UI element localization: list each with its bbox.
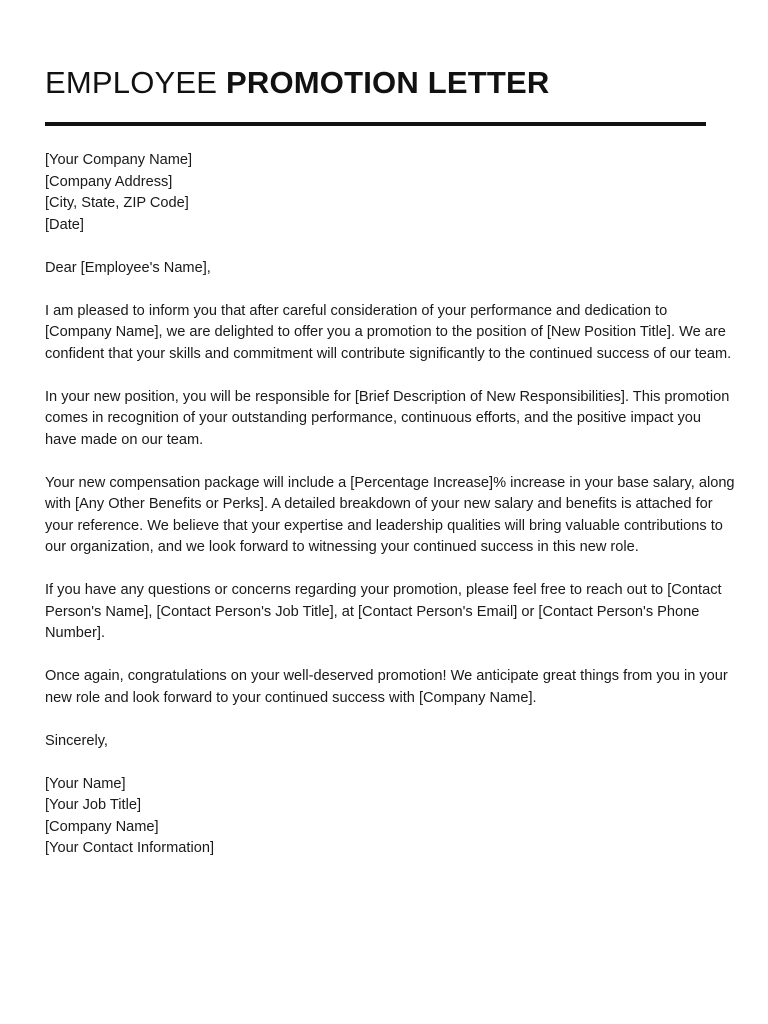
sender-address-block xyxy=(45,150,735,236)
signature-block xyxy=(45,774,735,860)
signature-job-title: [Your Job Title] xyxy=(45,797,141,813)
title-divider xyxy=(45,122,706,126)
paragraph-contact: If you have any questions or concerns regarding your promotion, please feel free to reach out to [Contact Person's Name], [Contact Person's Job Title], at [Contact Person's Email] or [Contact Person's Phone Number]. xyxy=(45,582,722,641)
salutation: Dear [Employee's Name], xyxy=(45,259,211,276)
title-light: EMPLOYEE xyxy=(45,65,218,100)
paragraph-responsibilities: In your new position, you will be responsible for [Brief Description of New Responsibilities]. This promotion comes in recognition of your outstanding performance, continuous efforts, and the positive impact you have made on our team. xyxy=(45,388,730,448)
paragraph-compensation: Your new compensation package will include a [Percentage Increase]% increase in your base salary, along with [Any Other Benefits or Perks]. A detailed breakdown of your new salary and benefits is attached for your reference. We believe that your expertise and leadership qualities will bring valuable contributions to our organization, and we look forward to witnessing your continued success in this new role. xyxy=(45,474,735,555)
paragraph-congratulations: Once again, congratulations on your well-deserved promotion! We anticipate great things from you in your new role and look forward to your continued success with [Company Name]. xyxy=(45,668,728,706)
paragraph-intro: I am pleased to inform you that after careful consideration of your performance and dedication to [Company Name], we are delighted to offer you a promotion to the position of [New Position Title]. We are confident that your skills and commitment will contribute significantly to the continued success of our team. xyxy=(45,302,732,362)
sender-company-address: [Company Address] xyxy=(45,173,173,190)
sender-city-state-zip: [City, State, ZIP Code] xyxy=(45,195,189,211)
closing: Sincerely, xyxy=(45,732,108,749)
signature-name: [Your Name] xyxy=(45,775,126,792)
letter-body xyxy=(45,150,735,881)
signature-company-name: [Company Name] xyxy=(45,818,159,835)
document-title xyxy=(45,64,550,102)
title-bold: PROMOTION LETTER xyxy=(226,65,550,100)
letter-date: [Date] xyxy=(45,216,84,233)
signature-contact-info: [Your Contact Information] xyxy=(45,840,215,856)
sender-company-name: [Your Company Name] xyxy=(45,152,193,168)
